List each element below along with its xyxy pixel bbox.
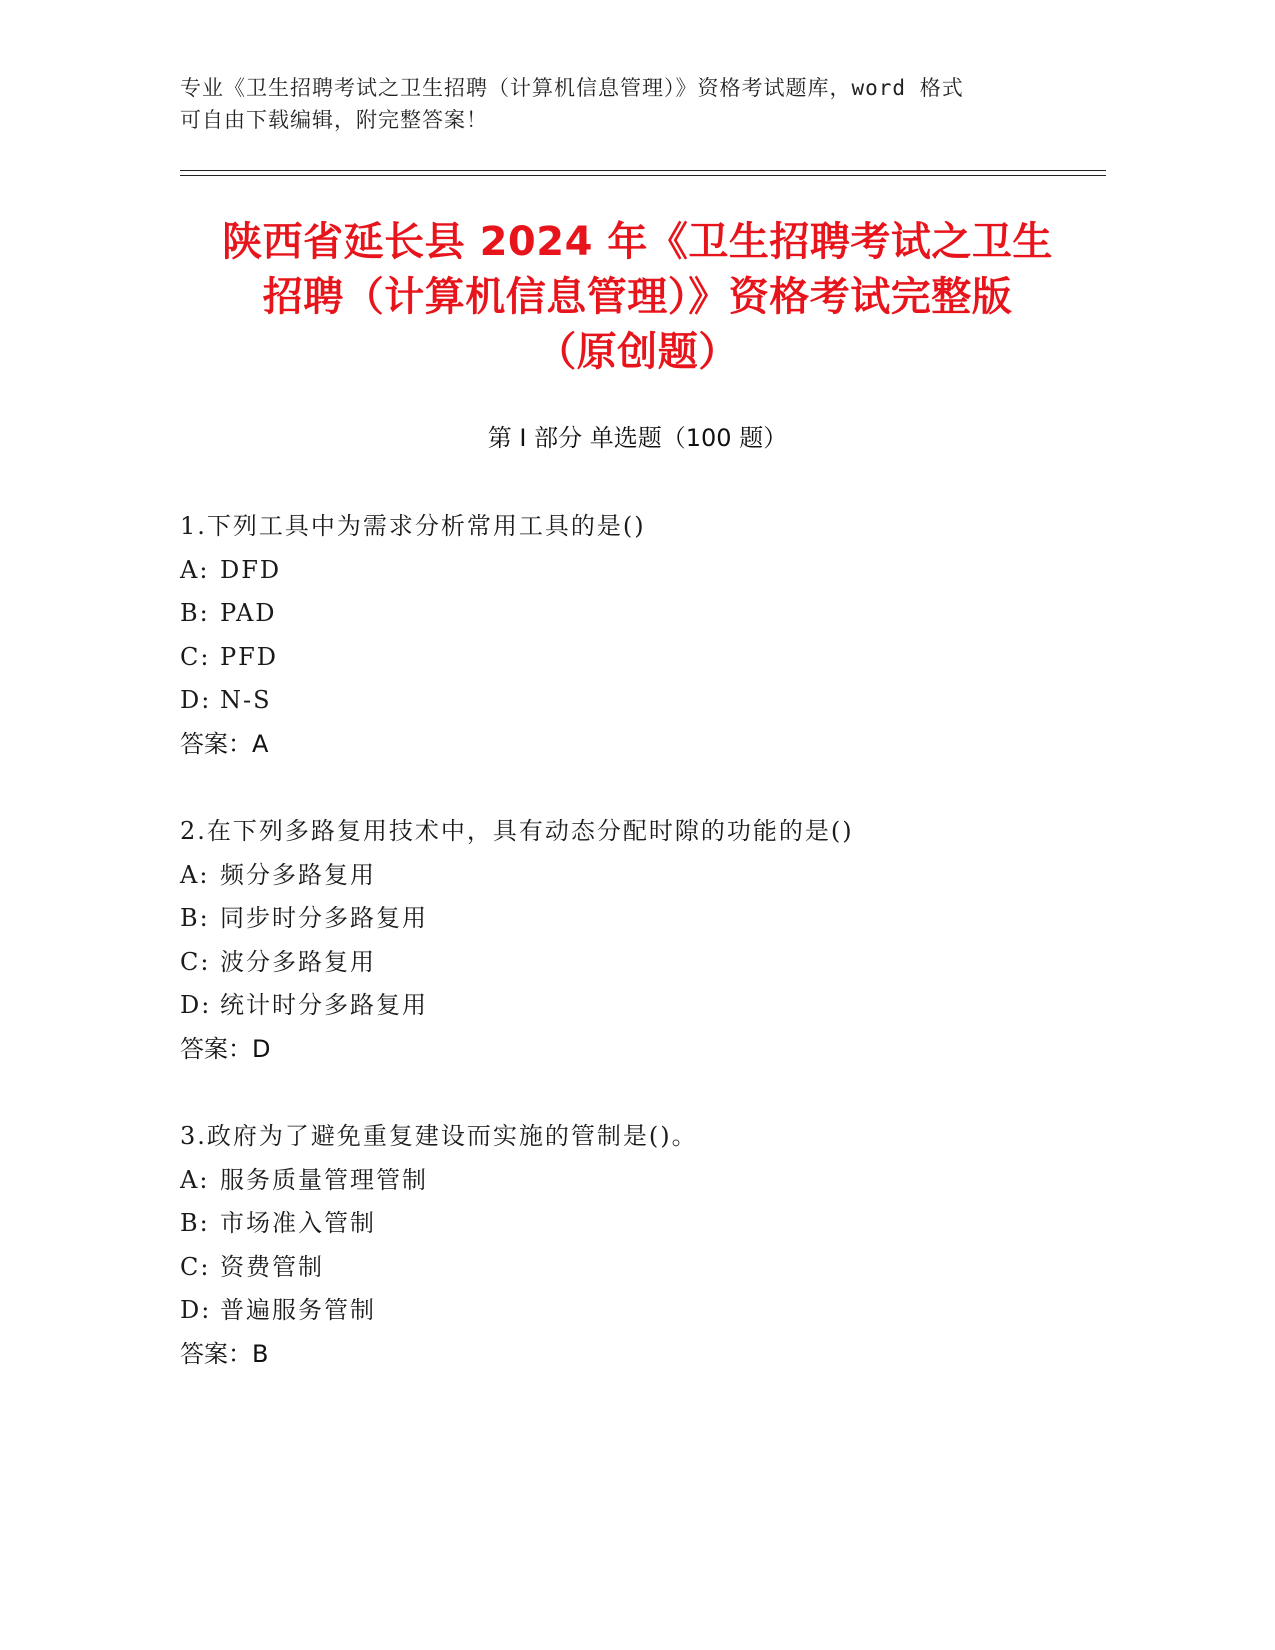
- question-stem: 2.在下列多路复用技术中，具有动态分配时隙的功能的是(): [180, 817, 854, 845]
- answer-label: 答案：: [180, 1034, 252, 1063]
- option-text: 统计时分多路复用: [220, 991, 428, 1019]
- option-text: 普遍服务管制: [220, 1296, 376, 1324]
- option-letter: A:: [180, 860, 210, 889]
- option-text: PAD: [220, 599, 277, 627]
- option-text: N-S: [220, 686, 272, 714]
- option-c: [180, 636, 1180, 680]
- answer-line: [180, 1333, 1180, 1377]
- option-b: [180, 1202, 1180, 1246]
- question-3: [180, 1115, 1180, 1376]
- question-stem: 3.政府为了避免重复建设而实施的管制是()。: [180, 1122, 698, 1150]
- header-note-line-1: 专业《卫生招聘考试之卫生招聘（计算机信息管理）》资格考试题库，word 格式: [180, 76, 964, 100]
- option-text: 同步时分多路复用: [220, 904, 428, 932]
- answer-value: D: [252, 1034, 271, 1063]
- option-text: PFD: [220, 642, 279, 671]
- option-letter: B:: [180, 1209, 210, 1237]
- option-c: [180, 941, 1180, 985]
- option-text: 服务质量管理管制: [220, 1165, 428, 1194]
- document-title-line-3: （原创题）: [536, 329, 739, 375]
- question-stem: 1.下列工具中为需求分析常用工具的是(): [180, 512, 646, 540]
- option-text: 资费管制: [220, 1252, 324, 1281]
- option-b: [180, 897, 1180, 941]
- option-letter: C:: [180, 642, 211, 671]
- question-1: [180, 505, 1180, 766]
- option-d: [180, 984, 1180, 1028]
- option-letter: C:: [180, 947, 211, 976]
- option-a: [180, 854, 1180, 898]
- answer-value: A: [252, 729, 269, 758]
- document-title-line-2: 招聘（计算机信息管理）》资格考试完整版: [262, 274, 1013, 320]
- answer-line: [180, 723, 1180, 767]
- option-letter: A:: [180, 555, 210, 584]
- option-letter: A:: [180, 1165, 210, 1194]
- answer-label: 答案：: [180, 1339, 252, 1368]
- answer-value: B: [252, 1339, 269, 1368]
- question-2: [180, 810, 1180, 1071]
- option-d: [180, 1289, 1180, 1333]
- option-b: [180, 592, 1180, 636]
- option-text: 频分多路复用: [220, 860, 376, 889]
- option-a: [180, 1159, 1180, 1203]
- option-a: [180, 549, 1180, 593]
- option-letter: D:: [180, 686, 212, 714]
- option-text: DFD: [220, 555, 282, 584]
- option-c: [180, 1246, 1180, 1290]
- option-letter: B:: [180, 599, 210, 627]
- document-title-line-1: 陕西省延长县 2024 年《卫生招聘考试之卫生: [222, 219, 1053, 265]
- option-letter: C:: [180, 1252, 211, 1281]
- answer-label: 答案：: [180, 729, 252, 758]
- option-text: 波分多路复用: [220, 947, 376, 976]
- option-letter: D:: [180, 1296, 212, 1324]
- option-text: 市场准入管制: [220, 1209, 376, 1237]
- header-note-line-2: 可自由下载编辑，附完整答案！: [180, 108, 488, 132]
- section-title: 第 I 部分 单选题（100 题）: [487, 424, 788, 452]
- option-letter: D:: [180, 991, 212, 1019]
- option-letter: B:: [180, 904, 210, 932]
- document-title: [120, 215, 1155, 380]
- header-divider-bottom: [180, 175, 1106, 176]
- header-divider-top: [180, 170, 1106, 171]
- answer-line: [180, 1028, 1180, 1072]
- option-d: [180, 679, 1180, 723]
- header-note: [180, 72, 1060, 136]
